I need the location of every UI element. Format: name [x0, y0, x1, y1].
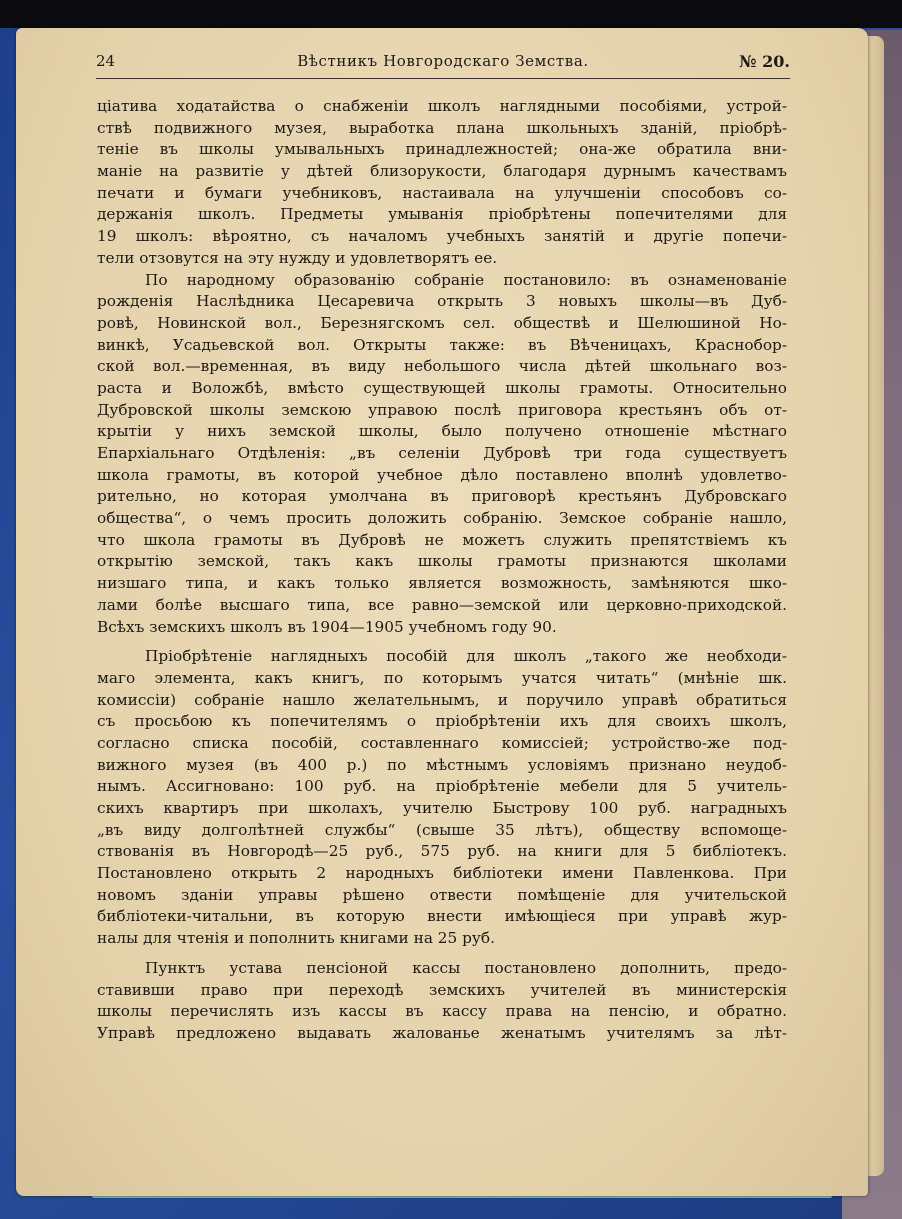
text-line: съ просьбою къ попечителямъ о пріобрѣтеніи ихъ для своихъ школъ,: [97, 712, 787, 731]
header-rule: [96, 78, 790, 79]
text-line: Дубровской школы земскою управою послѣ приговора крестьянъ объ от-: [97, 400, 787, 419]
running-header: [96, 52, 790, 74]
text-line: что школа грамоты въ Дубровѣ не можетъ служить препятствіемъ къ: [97, 530, 787, 549]
paragraph-gap: [97, 950, 787, 958]
paragraph: [97, 96, 787, 270]
text-line: Епархіальнаго Отдѣленія: „въ селеніи Дубровѣ три года существуетъ: [97, 444, 787, 462]
text-line: открытію земской, такъ какъ школы грамоты признаются школами: [97, 552, 787, 571]
text-line: общества“, о чемъ просить доложить собранію. Земское собраніе нашло,: [97, 509, 787, 528]
paragraph: [97, 958, 787, 1045]
text-line: ставивши право при переходѣ земскихъ учителей въ министерскія: [97, 980, 787, 999]
paragraph: [97, 646, 787, 950]
text-line: „въ виду долголѣтней службы“ (свыше 35 лѣтъ), обществу вспомоще-: [97, 820, 787, 839]
text-line: тели отзовутся на эту нужду и удовлетворятъ ее.: [97, 248, 498, 267]
text-line: школа грамоты, въ которой учебное дѣло поставлено вполнѣ удовлетво-: [97, 465, 787, 484]
page-number: 24: [96, 52, 116, 70]
text-line: маніе на развитіе у дѣтей близорукости, благодаря дурнымъ качествамъ: [97, 162, 787, 181]
text-line: ской вол.—временная, въ виду небольшого числа дѣтей школьнаго воз-: [97, 357, 787, 376]
text-line: библіотеки-читальни, въ которую внести имѣющіеся при управѣ жур-: [97, 907, 787, 926]
text-line: рожденія Наслѣдника Цесаревича открыть 3 новыхъ школы—въ Дуб-: [97, 292, 787, 311]
text-line: налы для чтенія и пополнить книгами на 25 руб.: [97, 929, 495, 948]
text-line: ровѣ, Новинской вол., Березнягскомъ сел. обществѣ и Шелюшиной Но-: [97, 313, 787, 332]
text-line: Пунктъ устава пенсіоной кассы постановлено дополнить, предо-: [145, 958, 787, 977]
text-line: низшаго типа, и какъ только является возможность, замѣняются шко-: [97, 574, 787, 593]
journal-title: Вѣстникъ Новгородскаго Земства.: [297, 52, 589, 70]
text-line: маго элемента, какъ книгъ, по которымъ учатся читать“ (мнѣніе шк.: [97, 668, 787, 687]
text-line: винкѣ, Усадьевской вол. Открыты также: въ Вѣченицахъ, Краснобор-: [97, 335, 787, 354]
text-line: Управѣ предложено выдавать жалованье женатымъ учителямъ за лѣт-: [97, 1023, 787, 1042]
text-line: 19 школъ: вѣроятно, съ началомъ учебныхъ занятій и другіе попечи-: [97, 227, 787, 246]
text-line: По народному образованію собраніе постановило: въ ознаменованіе: [145, 270, 787, 289]
text-line: печати и бумаги учебниковъ, настаивала на улучшеніи способовъ со-: [97, 183, 787, 202]
paragraph: [97, 270, 787, 639]
text-line: Всѣхъ земскихъ школъ въ 1904—1905 учебномъ году 90.: [97, 617, 557, 636]
text-line: Пріобрѣтеніе наглядныхъ пособій для школъ „такого же необходи-: [145, 647, 787, 666]
text-line: ціатива ходатайства о снабженіи школъ наглядными пособіями, устрой-: [97, 97, 787, 115]
paragraph-gap: [97, 638, 787, 646]
text-line: раста и Воложбѣ, вмѣсто существующей школы грамоты. Относительно: [97, 378, 787, 397]
text-line: комиссіи) собраніе нашло желательнымъ, и поручило управѣ обратиться: [97, 690, 787, 709]
text-line: скихъ квартиръ при школахъ, учителю Быстрову 100 руб. наградныхъ: [97, 799, 787, 817]
text-line: вижного музея (въ 400 р.) по мѣстнымъ условіямъ признано неудоб-: [97, 755, 787, 774]
text-line: школы перечислять изъ кассы въ кассу права на пенсію, и обратно.: [97, 1002, 787, 1021]
text-line: держанія школъ. Предметы умыванія пріобрѣтены попечителями для: [97, 205, 787, 224]
text-line: рительно, но которая умолчана въ приговорѣ крестьянъ Дубровскаго: [97, 487, 787, 506]
body-text: [97, 96, 787, 1045]
text-line: ствѣ подвижного музея, выработка плана школьныхъ зданій, пріобрѣ-: [97, 118, 787, 137]
text-line: ствованія въ Новгородѣ—25 руб., 575 руб. на книги для 5 библіотекъ.: [97, 842, 787, 861]
text-line: крытіи у нихъ земской школы, было получено отношеніе мѣстнаго: [97, 422, 787, 441]
issue-number: № 20.: [739, 52, 790, 71]
text-line: лами болѣе высшаго типа, все равно—земской или церковно-приходской.: [97, 595, 787, 614]
text-line: нымъ. Ассигновано: 100 руб. на пріобрѣтеніе мебели для 5 учитель-: [97, 777, 787, 796]
text-line: теніе въ школы умывальныхъ принадлежностей; она-же обратила вни-: [97, 140, 787, 159]
text-line: новомъ зданіи управы рѣшено отвести помѣщеніе для учительской: [97, 885, 787, 904]
text-line: Постановлено открыть 2 народныхъ библіотеки имени Павленкова. При: [97, 864, 787, 883]
text-line: согласно списка пособій, составленнаго комиссіей; устройство-же под-: [97, 733, 787, 752]
